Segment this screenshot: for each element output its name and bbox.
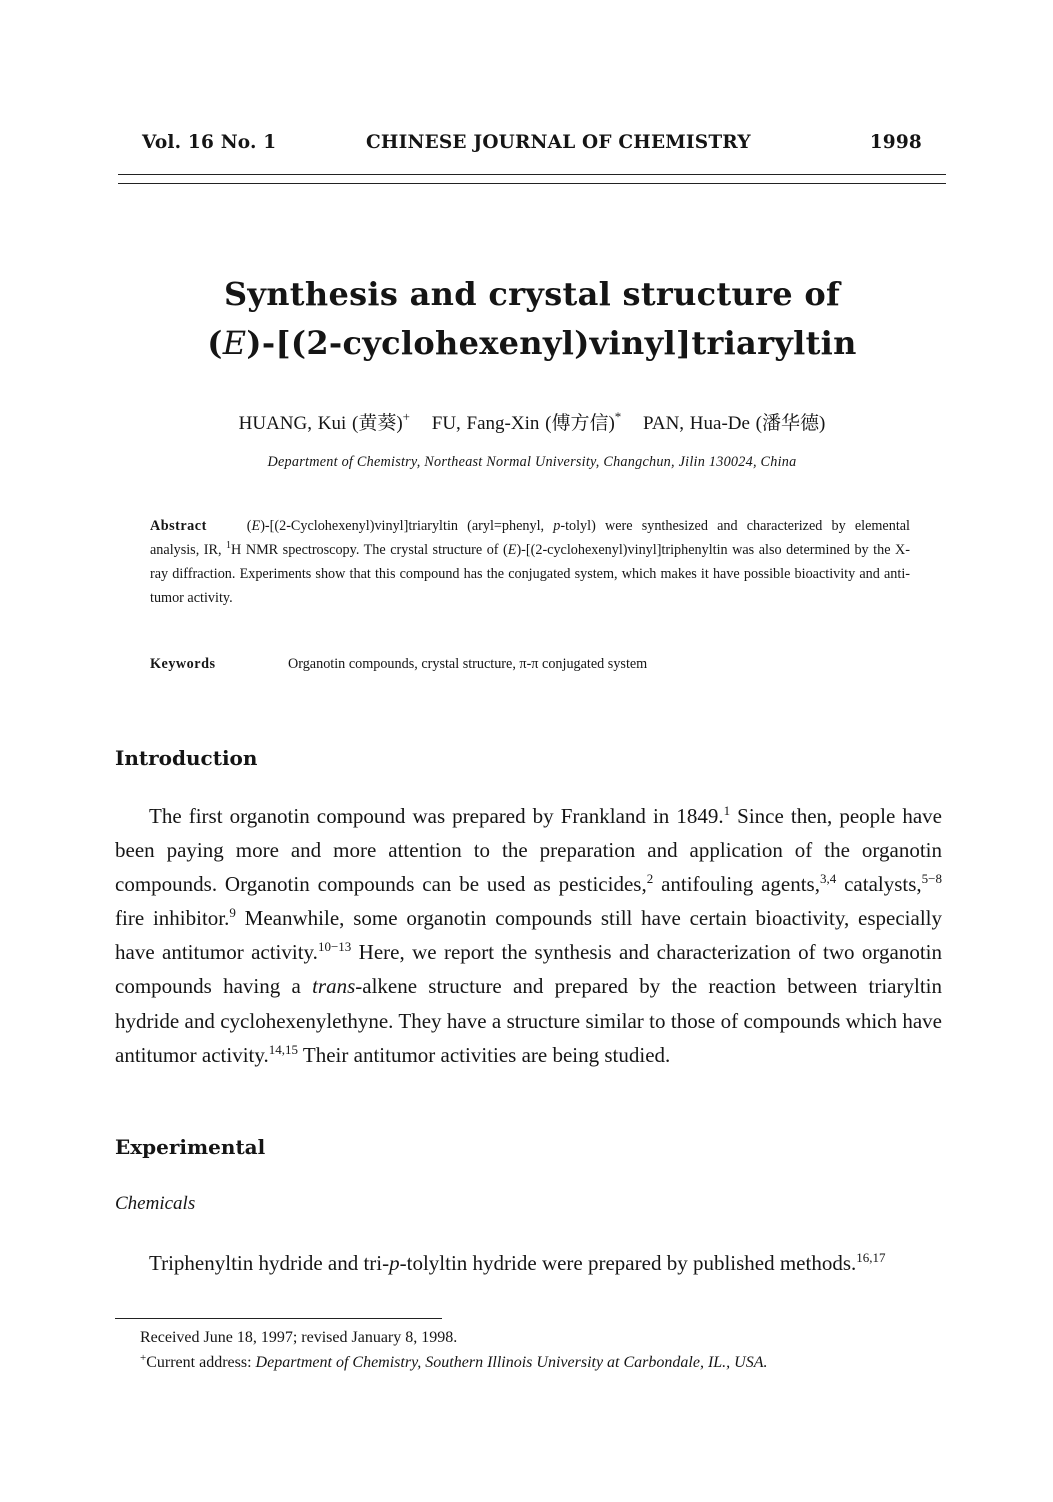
paragraph-text: fire inhibitor. (115, 906, 230, 931)
affiliation: Department of Chemistry, Northeast Normal University, Changchun, Jilin 130024, China (267, 454, 797, 470)
citation: 9 (229, 905, 236, 921)
running-header (142, 132, 922, 158)
author-mark: + (402, 409, 410, 424)
author-huang (238, 409, 410, 434)
footnote-text: Current address: (146, 1354, 256, 1371)
section-heading-introduction: Introduction (115, 746, 258, 770)
keywords (150, 656, 910, 673)
footnote-address (115, 1351, 942, 1376)
title-line-1: Synthesis and crystal structure of (223, 275, 841, 313)
footnote-address-text: Department of Chemistry, Southern Illinois University at Carbondale, IL., USA. (255, 1354, 768, 1371)
title-isomer-e: E (222, 324, 247, 362)
paragraph-text: catalysts, (836, 872, 922, 897)
citation: 3,4 (819, 871, 837, 887)
header-rule-top (118, 174, 946, 175)
volume-label: Vol. 16 No. 1 (142, 132, 277, 153)
paragraph-text: The first organotin compound was prepared by Frankland in 1849. (149, 804, 724, 828)
paragraph-text: Since then, people have been paying more and more attention to the preparation and application of the organotin compounds. Organotin compounds can be used as pesticides, (115, 804, 942, 897)
keywords-text: Organotin compounds, crystal structure, π-π conjugated system (288, 656, 648, 672)
footnote-mark: + (140, 1352, 147, 1364)
citation: 16,17 (856, 1250, 886, 1265)
title-paren-open: ( (207, 324, 223, 362)
author-name: PAN, Hua-De (潘华德) (643, 413, 826, 434)
keywords-label: Keywords (150, 656, 216, 672)
paragraph-text: Meanwhile, some organotin compounds still have certain bioactivity, especially have antitumor activity. (115, 906, 942, 965)
abstract-superscript: 1 (226, 540, 232, 551)
subsection-heading-chemicals: Chemicals (115, 1193, 196, 1214)
abstract-text: )-[(2-cyclohexenyl)vinyl]triphenyltin was also determined by the X-ray diffraction. Experiments show that this compound has the conjugated system, which makes it have possible bioactivity and anti-tumor activity. (150, 542, 910, 606)
paper-title (120, 270, 944, 368)
author-fu (431, 409, 622, 434)
abstract-italic: E (251, 518, 261, 534)
publication-year: 1998 (869, 132, 922, 153)
abstract-text: ( (246, 518, 252, 534)
footnote-text: Received June 18, 1997; revised January 8, 1998. (140, 1329, 458, 1346)
citation: 14,15 (268, 1041, 299, 1057)
italic-term: p (389, 1251, 400, 1275)
abstract-italic: E (507, 542, 517, 558)
header-rule-bottom (118, 183, 946, 184)
abstract-text: -tolyl) were synthesized and characterized by elemental analysis, IR, (150, 518, 911, 558)
citation: 10−13 (317, 939, 352, 955)
author-list (120, 408, 944, 435)
footnote-received (115, 1326, 942, 1351)
italic-term: trans (312, 974, 356, 999)
journal-name: CHINESE JOURNAL OF CHEMISTRY (366, 132, 751, 153)
paragraph-text: -alkene structure and prepared by the reaction between triaryltin hydride and cyclohexenylethyne. They have a structure similar to those of compounds which have antitumor activity. (115, 974, 942, 1067)
title-line-2-rest: )-[(2-cyclohexenyl)vinyl]triaryltin (246, 324, 857, 362)
paragraph-text: Triphenyltin hydride and tri- (149, 1251, 390, 1275)
citation: 1 (723, 803, 731, 818)
title-line-2 (120, 319, 944, 368)
chemicals-paragraph (115, 1246, 942, 1280)
paragraph-text: Here, we report the synthesis and characterization of two organotin compounds having a (115, 940, 942, 999)
citation: 2 (646, 871, 654, 887)
footnote-rule (115, 1318, 442, 1319)
abstract (150, 514, 910, 610)
paragraph-text: -tolyltin hydride were prepared by published methods. (399, 1251, 857, 1275)
abstract-label: Abstract (150, 518, 207, 534)
introduction-paragraph (115, 799, 942, 1072)
abstract-text: H NMR spectroscopy. The crystal structure of ( (231, 542, 508, 558)
author-name: HUANG, Kui (黄葵) (238, 413, 403, 434)
abstract-text: )-[(2-Cyclohexenyl)vinyl]triaryltin (aryl=phenyl, (260, 518, 554, 534)
author-name: FU, Fang-Xin (傅方信) (431, 413, 615, 434)
author-pan (643, 413, 825, 434)
citation: 5−8 (921, 871, 942, 887)
paragraph-text: antifouling agents, (653, 872, 820, 897)
section-heading-experimental: Experimental (115, 1135, 266, 1159)
author-mark: * (614, 409, 622, 424)
abstract-italic: p (553, 518, 561, 534)
paragraph-text: Their antitumor activities are being studied. (298, 1042, 671, 1067)
